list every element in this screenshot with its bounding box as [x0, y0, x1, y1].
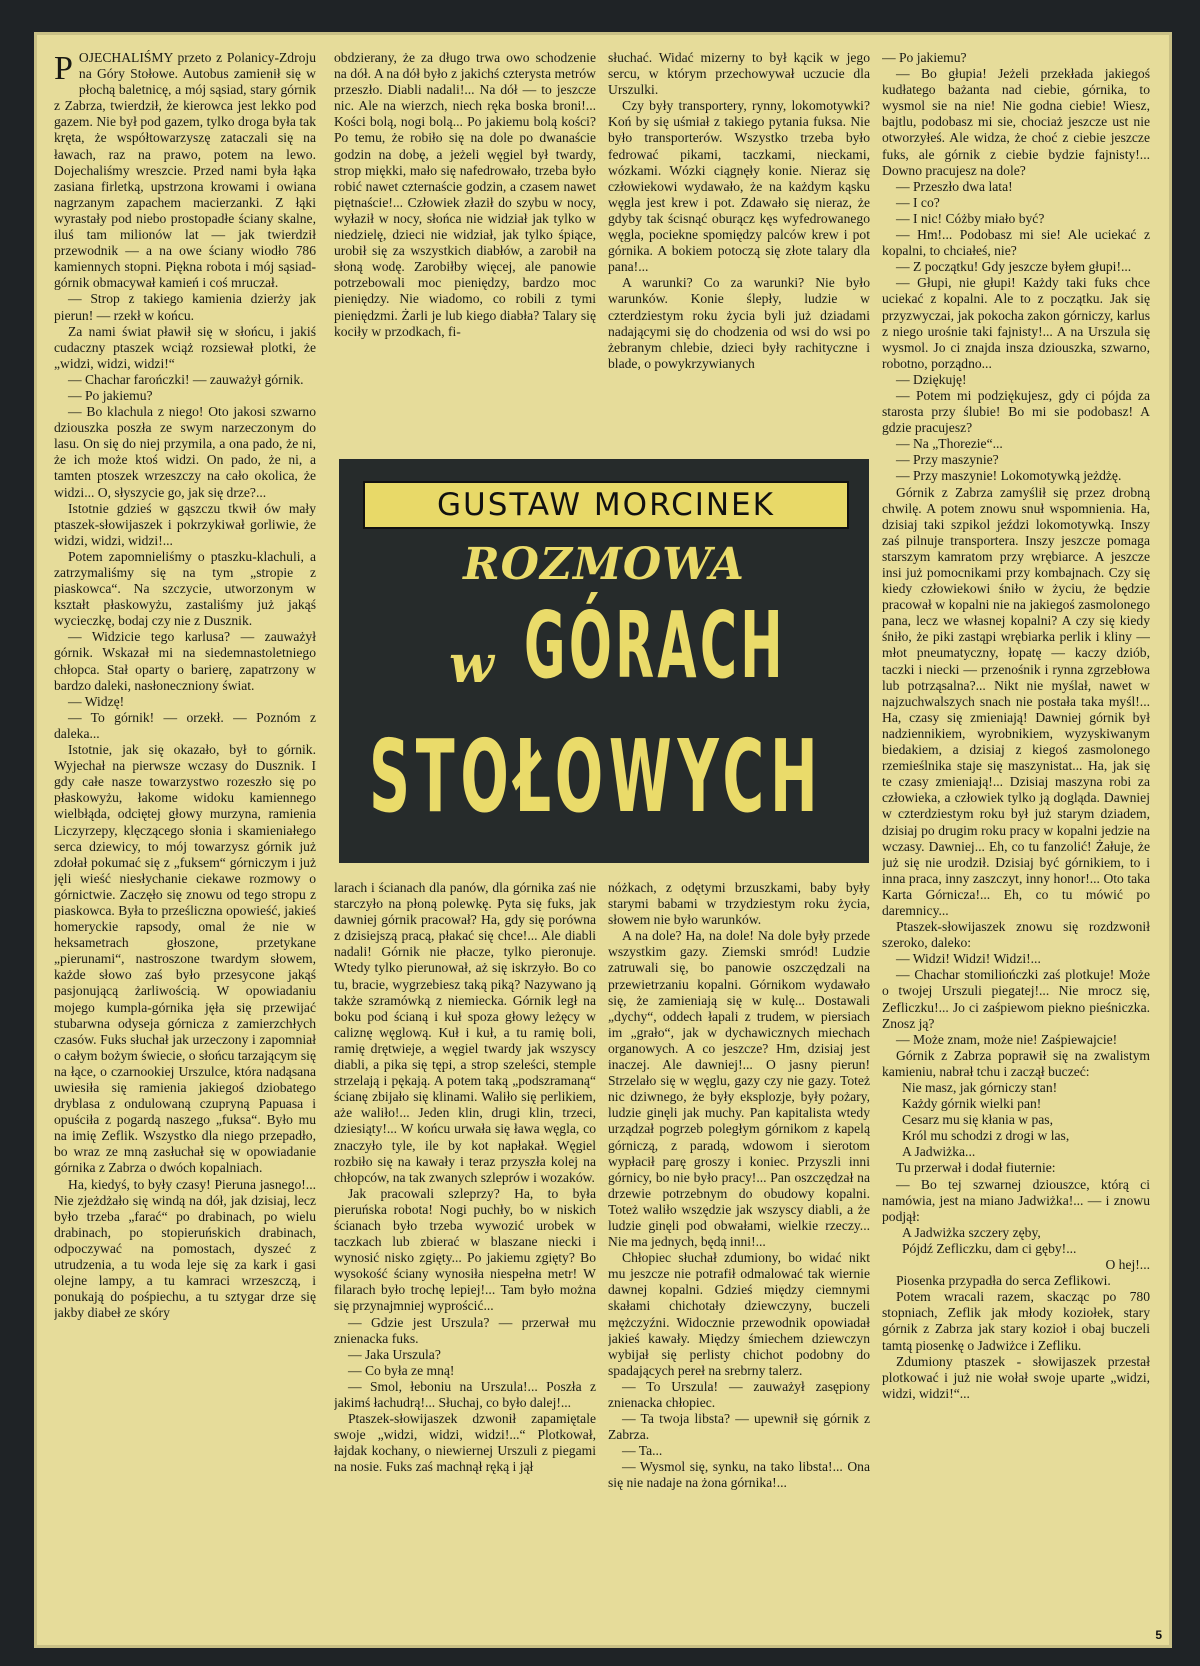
paragraph [54, 50, 316, 291]
paragraph: — Po jakiemu? [882, 50, 967, 65]
column-4 [882, 50, 1150, 1635]
title-line-gorach: GÓRACH [524, 592, 786, 699]
song-line: A Jadwiżka szczery zęby, [902, 1224, 1041, 1240]
paragraph: — Przy maszynie! Lokomotywką jeżdżę. [896, 468, 1122, 484]
paragraph: — Widzi! Widzi! Widzi!... [896, 951, 1041, 967]
column-1 [54, 50, 316, 1635]
paragraph: A warunki? Co za warunki? Nie było warunków. Konie ślepły, ludzie w czterdziestym roku życia byli już dziadami nadającymi się do chodzenia od wsi do wsi po żebranym chlebie, dzieci były rachityczne i blade, o powykrzywianych [608, 275, 870, 371]
paragraph: — Bo głupia! Jeżeli przekłada jakiegoś kudłatego bażanta nad ciebie, górnika, to wysmol sie na nie! Nie godna ciebie! Wiesz, bajtlu, podobasz mi sie, chociaż jeszcze ust nie otworzyłeś. Ale widza, że choć z ciebie jeszcze fuks, ale górnik z ciebie bydzie fajnisty!... Downo pracujesz na dole? [882, 66, 1150, 178]
song-line: Cesarz mu się kłania w pas, [902, 1112, 1053, 1128]
paragraph: — Widzicie tego karlusa? — zauważył górnik. Wskazał mi na siedemnastoletniego chłopca. Stał oparty o barierę, zapatrzony w bardzo daleki, nasłoneczniony świat. [54, 629, 316, 693]
paragraph: Górnik z Zabrza zamyślił się przez drobną chwilę. A potem znowu snuł wspomnienia. Ha, dzisiaj taki szpikol jeździ lokomotywką. Inszy zaś pilnuje transportera. Inszy jeszcze pomaga starszym kamratom przy wrębiarce. A jeszcze insi już pomocnikami przy kombajnach. Czy się kiedy człowiekowi śniło w życiu, że będzie pracował w kopalni nie na jakiegoś zasmolonego pana, lecz we własnej kopalni? A czy się kiedy śniło, że piki zastąpi wrębiarka perlik i kliny — młot pneumatyczny, łopatę — kaczy dziób, taczki i niecki — przenośnik i rynna zgrzebłowa lub potrząsalna?... Nikt nie myślał, nawet w najzuchwalszych snach nie postała taka myśl!... Ha, czasy się zmieniają! Dawniej górnik był nadziennikiem, wyrobnikiem, wyzyskiwanym biedakiem, a dzisiaj z kiegoś zasmolonego rzemieślnika staje się maszynistat... Ha, jak się te czasy zmieniają!... Dzisiaj maszyna robi za człowieka, a człowiek tylko ją dogląda. Dawniej w czterdziestym roku był już starym dziadem, dzisiaj po drugim roku pracy w kopalni jedzie na wczasy. Dawniej... Eh, co tu fanzolić! Żałuje, że już się nie urodził. Dzisiaj być górnikiem, to i inna praca, inny zaszczyt, inny honor!... Oto taka Karta Górnicza!... Eh, co tu mówić po daremnicy... [882, 484, 1150, 918]
paragraph: Ha, kiedyś, to były czasy! Pieruna jasnego!... Nie zjeżdżało się windą na dół, jak dzisiaj, lecz było trzeba „farać“ po drabinach, po wielu drabinach, po stopieruńskich drabinach, odpoczywać na pomostach, dyszeć z utrudzenia, a tu woda leje się za kark i gasi olejne lampy, a tu kamraci wrzeszczą, i ponukają do pośpiechu, a tu sztygar drze się jakby diabeł ze skóry [54, 1176, 316, 1321]
paragraph: Górnik z Zabrza poprawił się na zwalistym kamieniu, nabrał tchu i zaczął buczeć: [882, 1047, 1150, 1079]
column-2-bottom [334, 880, 596, 1635]
paragraph: Ptaszek-słowijaszek dzwonił zapamiętale swoje „widzi, widzi, widzi!...“ Plotkował, łajdak kochany, o niewiernej Urszuli z piegami na nosie. Fuks zaś machnął ręką i jął [334, 1411, 596, 1475]
paragraph: — Bo tej szwarnej dziouszce, którą ci namówia, jest na miano Jadwiżka!... — i znowu podjął: [882, 1176, 1150, 1224]
drop-cap: P [54, 50, 73, 87]
paragraph: — Bo klachula z niego! Oto jakosi szwarno dziouszka poszła ze swym narzeczonym do lasu. On się do niej przymila, a ona pado, że ni, że ich może ktoś widzi. On pado, że ni, a tamten ptoszek wrzeszczy na cało okolica, że widzi... O, słyszycie go, jak się drze?... [54, 404, 316, 500]
paragraph: Chłopiec słuchał zdumiony, bo widać nikt mu jeszcze nie potrafił odmalować tak wiernie dawnej kopalni. Gdzieś między ciemnymi skałami chichotały dziewczyny, buczeli mężczyźni. Widocznie przewodnik opowiadał jakieś kawały. Między śmiechem dziewczyn wybijał się perlisty chichot podobny do spadających pereł na srebrny talerz. [608, 1250, 870, 1378]
paragraph: — Przeszło dwa lata! [896, 178, 1013, 194]
title-word-w: w [449, 634, 494, 695]
song-line: Każdy górnik wielki pan! [902, 1096, 1042, 1112]
paragraph: — Dziękuję! [896, 371, 967, 387]
song-line: O hej!... [1105, 1257, 1150, 1273]
paragraph: — Po jakiemu? [68, 387, 153, 403]
paragraph: — Z początku! Gdy jeszcze byłem głupi!... [896, 259, 1132, 275]
column-2-top [334, 50, 596, 445]
song-line: A Jadwiżka... [902, 1144, 976, 1160]
column-3-top [608, 50, 870, 445]
song-line: Król mu schodzi z drogi w las, [902, 1128, 1070, 1144]
paragraph: — To Urszula! — zauważył zasępiony znienacka chłopiec. [608, 1378, 870, 1410]
paragraph: — Wysmol się, synku, na tako libsta!... Ona się nie nadaje na żona górnika!... [608, 1459, 870, 1491]
paragraph: — Chachar stomiliończki zaś plotkuje! Może o twojej Urszuli piegatej!... Nie mrocz się, Zefliczku!... Jo ci zaśpiewom piekno pieśniczka. Znosz ją? [882, 967, 1150, 1031]
paragraph: Istotnie, jak się okazało, był to górnik. Wyjechał na pierwsze wczasy do Dusznik. I gdy całe nasze towarzystwo rozeszło się po płaskowyżu, łakome widoku kamiennego wielbłąda, odciętej głowy murzyna, ramienia Liczyrzepy, klęczącego słonia i skamieniałego serca dziewicy, to mój towarzysz górnik już zdołał pokumać się z „fuksem“ górniczym i już jęli wieść niesłychanie ciekawe rozmowy o górnictwie. Zaczęło się znowu od tego stropu z piaskowca. Była to prześliczna opowieść, jakieś homeryckie rapsody, omal że nie w heksametrach głoszone, przetykane „pierunami“, nastroszone twardym słowem, każde słowo zaś było przesycone jakąś pasjonującą żarliwością. W opowiadaniu mojego kumpla-górnika jęła się przewijać stubarwna odyseja górnicza z zamierzchłych czasów. Fuks słuchał jak urzeczony i zapomniał o całym bożym świecie, o słońcu tarzającym się na łące, o czarnookiej Urszulce, która nadąsana uwiesiła się ramienia jakiegoś dziobatego dryblasa z ondulowaną czupryną Papuasa i opuściła z pogardą naszego „fuksa“. Było mu na imię Zeflik. Wszystko dla niego przepadło, bo wraz ze mną zasłuchał się w opowiadanie górnika z Zabrza o dwóch kopalniach. [54, 742, 316, 1176]
paragraph: A na dole? Ha, na dole! Na dole były przede wszystkim gazy. Ziemski smród! Ludzie zatruwali się, bo panowie oszczędzali na przewietrzaniu kopalni. Górnikom wydawało się, że zamieniają się w kulę... Dostawali „dychy“, oddech łapali z trudem, w piersiach im „grało“, jak w dychawicznych miechach organowych. A co jeszcze? Hm, dzisiaj jest inaczej. Ale dawniej!... O jasny pierun! Strzelało się w węglu, gazy czy nie gazy. Toteż nic dziwnego, że były eksplozje, były pożary, ludzie ginęli jak muchy. Pan kapitalista wtedy urządzał pogrzeb poległym górnikom z kapelą górniczą, z paradą, wdowom i sierotom wypłacił parę groszy i koniec. Przyszli inni górnicy, bo nie było pracy!... Pan oszczędzał na drzewie potrzebnym do obudowy kopalni. Toteż waliło wszędzie jak wszyscy diabli, a że ludzie ginęli pod obwałami, wielkie rzeczy... Nie ma jednych, będą inni!... [608, 928, 870, 1250]
paragraph: Potem wracali razem, skacząc po 780 stopniach, Zeflik jak młody koziołek, stary górnik z Zabrza jak stary kozioł i obaj buczeli tamtą piosenkę o Jadwiżce i Zefliku. [882, 1289, 1150, 1353]
title-line-rozmowa: ROZMOWA [463, 539, 745, 590]
paragraph: — Przy maszynie? [896, 452, 999, 468]
paragraph: Jak pracowali szleprzy? Ha, to była pieruńska robota! Nogi puchły, bo w niskich ścianach było trzeba wywozić urobek w taczkach lub zbierać w blaszane niecki i wynosić nisko zgięty... Po jakiemu zgięty? Bo wysokość ściany wynosiła niespełna metr! W filarach było trochę lepiej!... Tam było można się przynajmniej wyprościć... [334, 1185, 596, 1314]
magazine-page [34, 32, 1172, 1648]
title-block [339, 459, 869, 863]
paragraph: — I nic! Cóżby miało być? [896, 210, 1045, 226]
paragraph-text: OJECHALIŚMY przeto z Polanicy-Zdroju na Góry Stołowe. Autobus zamienił się w płochą baletnicę, a mój sąsiad, stary górnik z Zabrza, twierdził, że kierowca jest lekko pod gazem. Nie był pod gazem, tylko droga była tak kręta, że współtowarzyszę zataczali się na ławach, raz na prawo, potem na lewo. Dojechaliśmy wreszcie. Przed nami była łąka zasiana firletką, upstrzona krowami i owiana nagrzanym zapachem macierzanki. Z łąki wyrastały pod niebo prostopadłe ściany skalne, iluś tam milionów lat — jak twierdził przewodnik — a na owe ściany wiodło 786 kamiennych stopni. Piękna robota i mój sąsiad-górnik obmacywał kamień i coś mruczał. [54, 50, 316, 291]
paragraph: — Na „Thorezie“... [896, 436, 1003, 452]
paragraph: Ptaszek-słowijaszek znowu się rozdzwonił szeroko, daleko: [882, 919, 1150, 951]
paragraph: — Chachar farończki! — zauważył górnik. [68, 371, 304, 387]
song-line: Pójdź Zefliczku, dam ci gęby!... [902, 1240, 1077, 1256]
paragraph: Zdumiony ptaszek - słowijaszek przestał plotkować i już nie wołał swoje uparte „widzi, widzi, widzi!“... [882, 1353, 1150, 1401]
paragraph: — Hm!... Podobasz mi sie! Ale uciekać z kopalni, to chciałeś, nie? [882, 227, 1150, 259]
title-line-stolowych: STOŁOWYCH [369, 718, 824, 835]
paragraph: — Ta... [622, 1443, 663, 1459]
paragraph: Czy były transportery, rynny, lokomotywki? Koń by się uśmiał z takiego pytania fuksa. Nie było transporterów. Wszystko trzeba było fedrować pikami, taczkami, nieckami, wózkami. Wózki ciągnęły konie. Nieraz się człowiekowi wydawało, że na każdym kąsku węgla jest krew i pot. Zdawało się nieraz, że gdyby tak ścisnąć oburącz kęs wyfedrowanego węgla, pociekne spomiędzy palców krew i pot górnika. A bokiem potoczą się złote talary dla pana!... [608, 98, 870, 275]
paragraph: — I co? [896, 194, 940, 210]
paragraph: obdzierany, że za długo trwa owo schodzenie na dół. A na dół było z jakichś czterysta metrów przeszło. Diabli nadali!... Na dół — to jeszcze nic. Ale na wierzch, niech ręka boska broni!... Kości bolą, nogi bolą... Po jakiemu bolą kości? Po temu, że robiło się na dole po dwanaście godzin na dobę, a jeżeli węgiel był twardy, strop miękki, mało się nafedrowało, trzeba było robić nawet czternaście godzin, a czasem nawet piętnaście!... Człowiek złaził do szybu w nocy, wyłaził w nocy, słońca nie widział jak tylko w niedzielę, dzieci nie widział, jak tylko śpiące, urobił się za wszystkich diabłów, a zarobił na słoną wodę. Zarobiłby więcej, ale panowie potrzebowali moc pieniędzy, bardzo moc pieniędzy. Nie wiadomo, co robili z tymi pieniędzmi. Żarli je lub kiego diabła? Talary się kociły w przodkach, fi- [334, 50, 596, 339]
author-name: GUSTAW MORCINEK [363, 481, 849, 529]
paragraph: — Gdzie jest Urszula? — przerwał mu znienacka fuks. [334, 1314, 596, 1346]
paragraph: Tu przerwał i dodał fiuternie: [896, 1160, 1056, 1176]
paragraph: — Smol, łeboniu na Urszula!... Poszła z jakimś łachudrą!... Słuchaj, co było dalej!... [334, 1378, 596, 1410]
paragraph: — Strop z takiego kamienia dzierży jak pierun! — rzekł w końcu. [54, 291, 316, 323]
paragraph: — Ta twoja libsta? — upewnił się górnik z Zabrza. [608, 1411, 870, 1443]
paragraph: Piosenka przypadła do serca Zeflikowi. [896, 1273, 1111, 1289]
paragraph: Za nami świat pławił się w słońcu, i jakiś cudaczny ptaszek wciąż rozsiewał plotki, że „widzi, widzi, widzi!“ [54, 323, 316, 371]
song-line: Nie masz, jak górniczy stan! [902, 1080, 1058, 1095]
paragraph: — Jaka Urszula? [348, 1346, 441, 1362]
paragraph: Istotnie gdzieś w gąszczu tkwił ów mały ptaszek-słowijaszek i pokrzykiwał gorliwie, że widzi, widzi, widzi!... [54, 500, 316, 548]
column-3-bottom [608, 880, 870, 1635]
paragraph: — Widzę! [68, 693, 125, 709]
paragraph: — Potem mi podziękujesz, gdy ci pójda za starosta przy ślubie! Bo mi sie podobasz! A gdzie pracujesz? [882, 387, 1150, 436]
paragraph: — Co była ze mną! [348, 1362, 455, 1378]
paragraph: — To górnik! — orzekł. — Poznóm z daleka... [54, 709, 316, 741]
paragraph: — Głupi, nie głupi! Każdy taki fuks chce uciekać z kopalni. Ale to z początku. Jak się przyzwyczai, jak pokocha zakon górniczy, karlus z niego urośnie taki fajnisty!... A na Urszula się wysmol. Jo ci znajda insza dziouszka, szwarno, robotno, porządno... [882, 275, 1150, 371]
page-number: 5 [1155, 1628, 1162, 1642]
paragraph: larach i ścianach dla panów, dla górnika zaś nie starczyło na płoną polewkę. Pyta się fuks, jak dawniej górnik pracował? Ha, gdy się porówna z dzisiejszą pracą, płakać się chce!... Ale diabli nadali! Górnik nie płacze, tylko pieronuje. Wtedy tylko pierunował, aż się iskrzyło. Bo co tu, bracie, wygrzebiesz taką piką? Nazywano ją także szramówką z niemiecka. Górnik legł na boku pod ścianą i kuł spoza głowy leżęcy w caliznę węglową. Kuł i kuł, a tu ramię boli, ramię drętwieje, a węgiel twardy jak wszyscy diabli, a pika się tępi, a strop szeleści, stemple strzelają i pękają. A potem taką „podszramaną“ ścianę zbijało się klinami. Waliło się perlikiem, aże waliło!... Jeden klin, drugi klin, trzeci, dziesiąty!... W końcu urwała się ława węgla, co znaczyło tyle, ile by kot napłakał. Węgiel rozbiło się na kawały i teraz przyszła kolej na chłopców, na tak zwanych szleprów i wozaków. [334, 880, 596, 1185]
paragraph: Potem zapomnieliśmy o ptaszku-klachuli, a zatrzymaliśmy się na tym „stropie z piaskowca“. Na szczycie, utworzonym w kształt płaskowyżu, zastaliśmy już jakąś wycieczkę, bodaj czy nie z Dusznik. [54, 548, 316, 629]
paragraph: — Może znam, może nie! Zaśpiewajcie! [896, 1031, 1118, 1047]
paragraph: nóżkach, z odętymi brzuszkami, baby były starymi babami w trzydziestym roku życia, słowem nie było warunków. [608, 880, 870, 928]
paragraph: słuchać. Widać mizerny to był kącik w jego sercu, w którym przechowywał uczucie dla Urszulki. [608, 50, 870, 98]
